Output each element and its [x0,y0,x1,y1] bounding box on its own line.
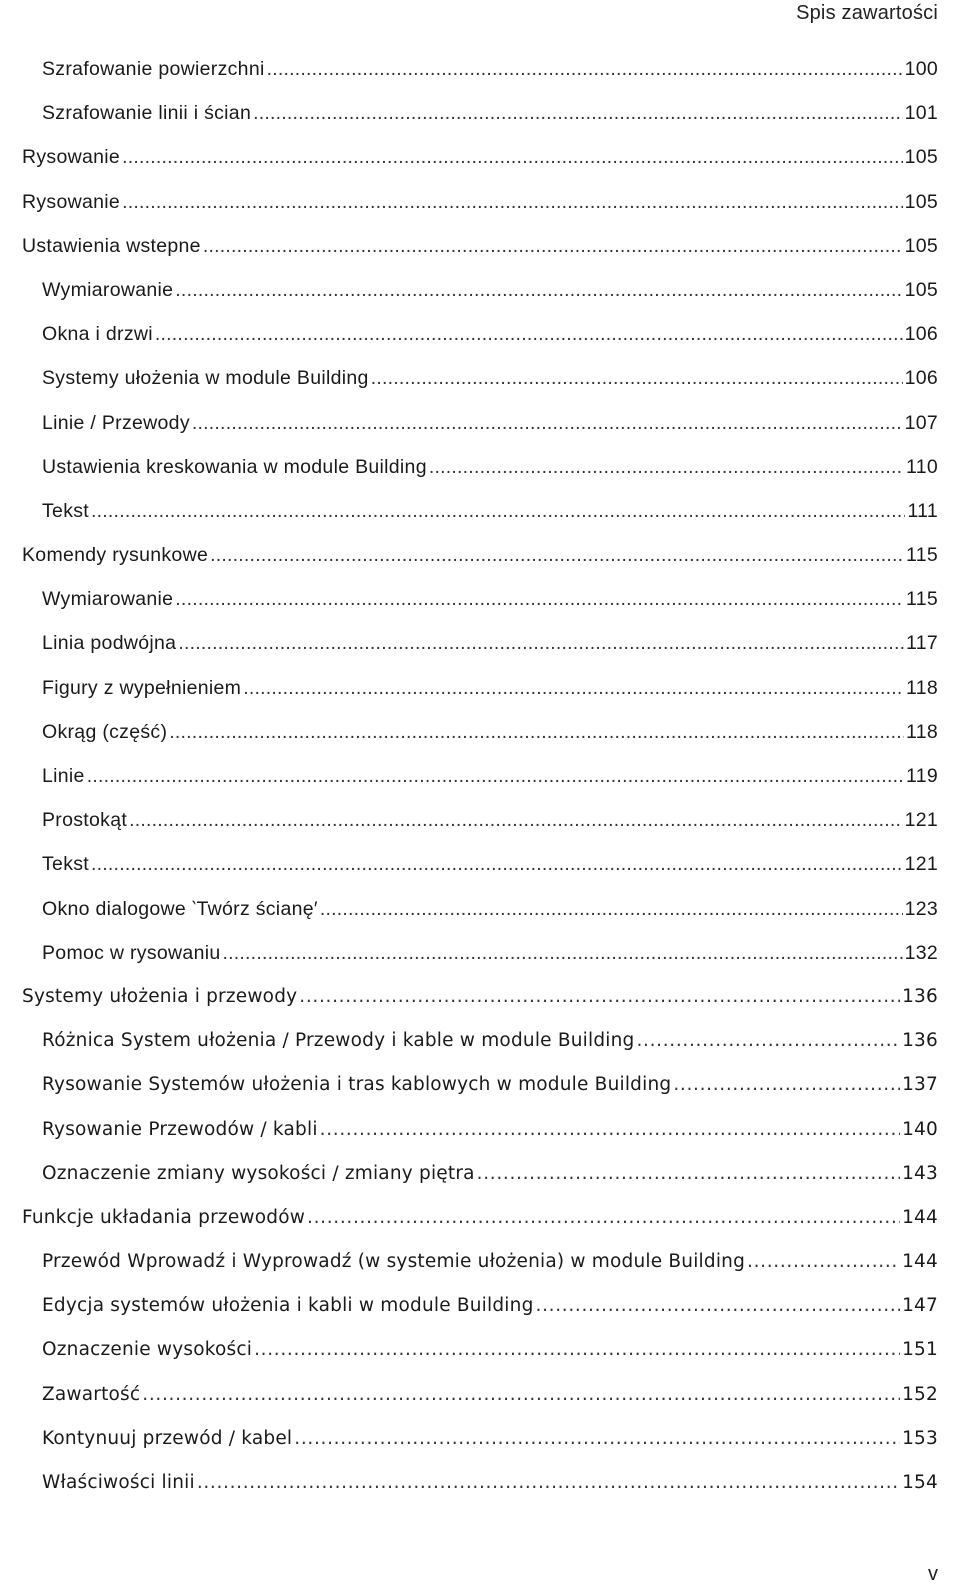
dot-leader [175,268,902,312]
dot-leader [299,975,900,1019]
toc-entry-title: Komendy rysunkowe [22,544,209,567]
toc-entry-title: Edycja systemów ułożenia i kabli w module Building [42,1295,534,1317]
toc-entry[interactable] [0,1284,960,1328]
toc-entry-title: Tekst [42,499,90,522]
toc-entry[interactable] [0,1063,960,1107]
toc-entry-title: Funkcje układania przewodów [22,1206,306,1228]
toc-entry-page-number: 105 [904,146,938,169]
toc-entry-page-number: 105 [904,278,938,301]
toc-entry-title: Pomoc w rysowaniu [42,941,221,964]
toc-entry-page-number: 154 [902,1472,938,1493]
toc-entry-page-number: 143 [902,1162,938,1184]
dot-leader [477,1152,900,1196]
toc-entry-title: Ustawienia wstepne [22,234,201,257]
toc-entry[interactable] [0,533,960,577]
toc-entry-page-number: 136 [902,985,938,1007]
dot-leader [243,666,904,710]
dot-leader [536,1284,901,1328]
toc-entry-page-number: 110 [906,455,938,478]
toc-entry-title: Wymiarowanie [42,588,174,611]
toc-entry-title: Rysowanie Przewodów / kabli [42,1118,318,1140]
toc-entry[interactable] [0,356,960,400]
dot-leader [371,356,903,400]
toc-entry-page-number: 100 [904,58,938,80]
toc-entry-title: Rysowanie [22,146,121,169]
toc-entry[interactable] [0,975,960,1019]
toc-entry[interactable] [0,1240,960,1284]
toc-entry-title: Właściwości linii [42,1472,195,1493]
toc-entry-title: Linia podwójna [42,632,177,655]
toc-entry-page-number: 101 [904,102,938,125]
toc-entry[interactable] [0,798,960,842]
toc-entry-page-number: 118 [906,720,938,743]
toc-entry-title: Okna i drzwi [42,323,153,346]
toc-entry[interactable] [0,887,960,931]
dot-leader [129,798,902,842]
toc-entry-page-number: 151 [902,1339,938,1361]
toc-entry-page-number: 118 [906,676,938,699]
toc-entry-title: Rysowanie Systemów ułożenia i tras kablowych w module Building [42,1074,672,1096]
dot-leader [122,135,902,179]
toc-entry[interactable] [0,1152,960,1196]
toc-entry-title: Okrąg (część) [42,720,168,743]
dot-leader [175,577,904,621]
toc-entry[interactable] [0,621,960,665]
dot-leader [223,931,903,975]
dot-leader [203,224,903,268]
toc-entry-title: Różnica System ułożenia / Przewody i kable w module Building [42,1030,635,1052]
toc-entry-page-number: 106 [904,323,938,346]
toc-entry-title: Rysowanie [22,190,121,213]
toc-entry[interactable] [0,489,960,533]
toc-entry-page-number: 107 [904,411,938,434]
dot-leader [122,180,902,224]
dot-leader [91,842,903,886]
dot-leader [636,1019,900,1063]
dot-leader [429,445,904,489]
toc-entry-title: Systemy ułożenia w module Building [42,367,369,390]
toc-entry-page-number: 153 [902,1427,938,1449]
toc-entry[interactable] [0,842,960,886]
toc-entry-title: Figury z wypełnieniem [42,676,242,699]
toc-entry-page-number: 123 [904,897,938,920]
dot-leader [320,887,903,931]
toc-entry-page-number: 132 [904,941,938,964]
dot-leader [267,47,903,91]
toc-entry-page-number: 144 [902,1206,938,1228]
toc-entry-page-number: 144 [902,1251,938,1273]
toc-entry-page-number: 136 [902,1030,938,1052]
dot-leader [747,1240,900,1284]
toc-entry[interactable] [0,1196,960,1240]
toc-entry-page-number: 105 [904,190,938,213]
toc-entry[interactable] [0,47,960,91]
toc-entry-title: Okno dialogowe ‵Twórz ścianę′ [42,897,318,920]
toc-entry-page-number: 105 [904,234,938,257]
toc-entry[interactable] [0,401,960,445]
toc-entry-page-number: 117 [906,632,938,655]
toc-entry[interactable] [0,577,960,621]
dot-leader [254,1328,900,1372]
page-header-title: Spis zawartości [796,2,938,24]
toc-entry-page-number: 106 [904,367,938,390]
toc-entry-title: Linie / Przewody [42,411,190,434]
toc-entry[interactable] [0,224,960,268]
dot-leader [91,489,905,533]
dot-leader [192,401,903,445]
dot-leader [294,1417,900,1461]
toc-entry-title: Prostokąt [42,809,128,832]
toc-entry[interactable] [0,180,960,224]
toc-entry-title: Szrafowanie linii i ścian [42,102,252,125]
dot-leader [197,1461,900,1505]
dot-leader [253,91,902,135]
toc-entry[interactable] [0,931,960,975]
dot-leader [169,710,904,754]
toc-entry[interactable] [0,445,960,489]
toc-entry-title: Ustawienia kreskowania w module Building [42,455,427,478]
toc-entry-page-number: 140 [902,1118,938,1140]
toc-entry-title: Szrafowanie powierzchni [42,58,265,80]
toc-entry[interactable] [0,710,960,754]
toc-entry[interactable] [0,1373,960,1417]
toc-entry-title: Wymiarowanie [42,278,174,301]
toc-entry[interactable] [0,91,960,135]
page-number: v [928,1563,938,1585]
dot-leader [210,533,904,577]
toc-entry[interactable] [0,135,960,179]
toc-entry-page-number: 111 [907,499,938,522]
toc-entry-title: Kontynuuj przewód / kabel [42,1427,293,1449]
dot-leader [673,1063,900,1107]
toc-entry-title: Oznaczenie zmiany wysokości / zmiany piętra [42,1162,475,1184]
toc-entry-title: Systemy ułożenia i przewody [22,985,298,1007]
toc-entry-title: Przewód Wprowadź i Wyprowadź (w systemie ułożenia) w module Building [42,1251,746,1273]
table-of-contents [0,47,960,1505]
toc-entry-page-number: 119 [906,765,938,787]
toc-entry[interactable] [0,754,960,798]
toc-entry-title: Zawartość [42,1383,141,1405]
dot-leader [142,1373,900,1417]
toc-entry-page-number: 115 [906,544,938,567]
toc-entry-page-number: 121 [904,809,938,832]
toc-entry-page-number: 121 [904,853,938,876]
toc-entry-page-number: 152 [902,1383,938,1405]
toc-entry[interactable] [0,666,960,710]
dot-leader [87,754,904,798]
toc-entry-title: Linie [42,765,85,787]
toc-entry-title: Oznaczenie wysokości [42,1339,253,1361]
toc-entry[interactable] [0,1019,960,1063]
toc-entry[interactable] [0,1328,960,1372]
toc-entry-title: Tekst [42,853,90,876]
dot-leader [320,1108,900,1152]
toc-entry[interactable] [0,1417,960,1461]
dot-leader [155,312,903,356]
dot-leader [307,1196,900,1240]
toc-entry-page-number: 115 [906,588,938,611]
toc-entry[interactable] [0,1108,960,1152]
toc-entry-page-number: 147 [902,1295,938,1317]
dot-leader [178,621,904,665]
toc-entry[interactable] [0,1461,960,1505]
toc-entry-page-number: 137 [902,1074,938,1096]
toc-entry[interactable] [0,312,960,356]
toc-entry[interactable] [0,268,960,312]
